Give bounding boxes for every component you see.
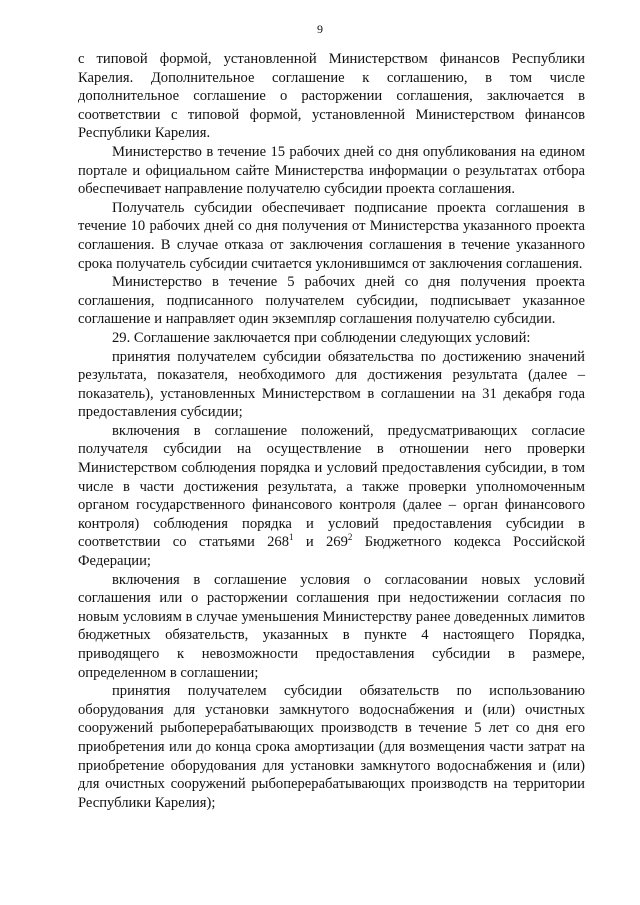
article-268-superscript: 1 bbox=[289, 532, 294, 543]
paragraph-clause-29: 29. Соглашение заключается при соблюдении следующих условий: bbox=[112, 329, 531, 346]
control-text-middle: и 269 bbox=[293, 534, 348, 551]
paragraph-continuation: с типовой формой, установленной Министерством финансов Республики Карелия. Дополнительное соглашение к соглашению, в том числе дополнительное соглашение о расторжении соглашения, заключается в соответствии с типовой формой, установленной Министерством финансов Республики Карелия. bbox=[78, 51, 585, 142]
paragraph-equipment-obligation: принятия получателем субсидии обязательств по использованию оборудования для установки замкнутого водоснабжения и (или) очистных сооружений рыбоперерабатывающих производств в течение 5 лет со дня его приобретения или до конца срока амортизации (для возмещения части затрат на приобретение оборудования для установки замкнутого водоснабжения и (или) для очистных сооружений рыбоперерабатывающих производств на территории Республики Карелия); bbox=[78, 683, 585, 811]
paragraph-recipient-signing: Получатель субсидии обеспечивает подписание проекта соглашения в течение 10 рабочих дней со дня получения от Министерства указанного проекта соглашения. В случае отказа от заключения соглашения в течение указанного срока получатель субсидии считается уклонившимся от заключения соглашения. bbox=[78, 199, 585, 272]
paragraph-ministry-deadline: Министерство в течение 15 рабочих дней со дня опубликования на едином портале и официальном сайте Министерства информации о результатах отбора обеспечивает направление получателю субсидии проекта соглашения. bbox=[78, 143, 585, 198]
paragraph-new-conditions: включения в соглашение условия о согласовании новых условий соглашения или о расторжении соглашения при недостижении согласия по новым условиям в случае уменьшения Министерству ранее доведенных лимитов бюджетных обязательств, указанных в пункте 4 настоящего Порядка, приводящего к невозможности предоставления субсидии в размере, определенном в соглашении; bbox=[78, 571, 585, 681]
page-number: 9 bbox=[317, 22, 323, 36]
paragraph-ministry-signing: Министерство в течение 5 рабочих дней со дня получения проекта соглашения, подписанного получателем субсидии, подписывает указанное соглашение и направляет один экземпляр соглашения получателю субсидии. bbox=[78, 274, 585, 328]
control-text-start: включения в соглашение положений, предусматривающих согласие получателя субсидии на осуществление в отношении него проверки Министерством соблюдения порядка и условий предоставления субсидии, в том числе в части достижения результата, а также проверки уполномоченным органом государственного финансового контроля (далее – орган финансового контроля) соблюдения порядка и условий предоставления субсидии в соответствии со статьями 268 bbox=[78, 422, 585, 551]
paragraph-result-obligation: принятия получателем субсидии обязательства по достижению значений результата, показателя, необходимого для достижения результата (далее – показатель), установленных Министерством в соглашении на 31 декабря года предоставления субсидии; bbox=[78, 348, 585, 421]
article-269-superscript: 2 bbox=[347, 532, 353, 543]
document-body bbox=[78, 50, 585, 812]
paragraph-control-consent bbox=[78, 422, 585, 571]
control-text-end: Бюджетного кодекса Российской Федерации; bbox=[78, 534, 586, 570]
